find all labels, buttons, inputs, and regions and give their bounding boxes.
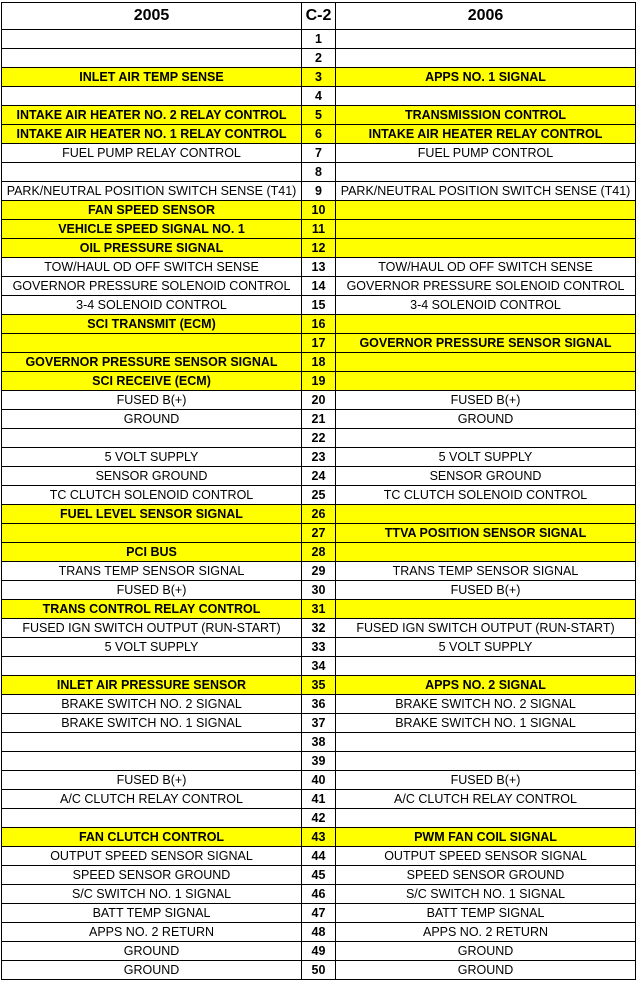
cell-pin-number: 28 (302, 543, 336, 562)
cell-2006: TRANS TEMP SENSOR SIGNAL (336, 562, 636, 581)
cell-2005: INTAKE AIR HEATER NO. 2 RELAY CONTROL (2, 106, 302, 125)
cell-pin-number: 40 (302, 771, 336, 790)
cell-2005 (2, 334, 302, 353)
cell-2005 (2, 163, 302, 182)
cell-2005: FUSED B(+) (2, 771, 302, 790)
cell-2006 (336, 657, 636, 676)
cell-2005: TRANS CONTROL RELAY CONTROL (2, 600, 302, 619)
cell-pin-number: 2 (302, 49, 336, 68)
cell-2005: APPS NO. 2 RETURN (2, 923, 302, 942)
table-row (2, 296, 636, 315)
connector-pinout-table (1, 2, 636, 980)
cell-2006: BATT TEMP SIGNAL (336, 904, 636, 923)
cell-2006: FUEL PUMP CONTROL (336, 144, 636, 163)
cell-2005: SENSOR GROUND (2, 467, 302, 486)
table-row (2, 277, 636, 296)
cell-pin-number: 35 (302, 676, 336, 695)
table-row (2, 809, 636, 828)
table-row (2, 961, 636, 980)
cell-pin-number: 50 (302, 961, 336, 980)
cell-2005: INTAKE AIR HEATER NO. 1 RELAY CONTROL (2, 125, 302, 144)
cell-pin-number: 21 (302, 410, 336, 429)
table-row (2, 372, 636, 391)
table-row (2, 220, 636, 239)
table-body (2, 30, 636, 980)
cell-2005: FUEL LEVEL SENSOR SIGNAL (2, 505, 302, 524)
table-row (2, 87, 636, 106)
cell-pin-number: 19 (302, 372, 336, 391)
cell-2006 (336, 87, 636, 106)
table-row (2, 182, 636, 201)
table-row (2, 258, 636, 277)
cell-2005: SCI TRANSMIT (ECM) (2, 315, 302, 334)
cell-pin-number: 18 (302, 353, 336, 372)
cell-2006: TRANSMISSION CONTROL (336, 106, 636, 125)
cell-2005 (2, 87, 302, 106)
header-row (2, 3, 636, 30)
cell-2006: TTVA POSITION SENSOR SIGNAL (336, 524, 636, 543)
cell-2006: PARK/NEUTRAL POSITION SWITCH SENSE (T41) (336, 182, 636, 201)
cell-2006: TC CLUTCH SOLENOID CONTROL (336, 486, 636, 505)
cell-pin-number: 39 (302, 752, 336, 771)
table-row (2, 467, 636, 486)
table-row (2, 695, 636, 714)
cell-pin-number: 49 (302, 942, 336, 961)
cell-pin-number: 45 (302, 866, 336, 885)
cell-2006: PWM FAN COIL SIGNAL (336, 828, 636, 847)
cell-2006: GROUND (336, 410, 636, 429)
cell-2005: FUEL PUMP RELAY CONTROL (2, 144, 302, 163)
cell-pin-number: 13 (302, 258, 336, 277)
table-row (2, 562, 636, 581)
cell-2006: FUSED B(+) (336, 771, 636, 790)
cell-2006: SENSOR GROUND (336, 467, 636, 486)
cell-2006 (336, 220, 636, 239)
cell-pin-number: 38 (302, 733, 336, 752)
cell-pin-number: 47 (302, 904, 336, 923)
table-row (2, 486, 636, 505)
cell-2006: TOW/HAUL OD OFF SWITCH SENSE (336, 258, 636, 277)
cell-2006: S/C SWITCH NO. 1 SIGNAL (336, 885, 636, 904)
cell-pin-number: 5 (302, 106, 336, 125)
cell-2006 (336, 201, 636, 220)
pinout-sheet (1, 2, 635, 980)
cell-2005: INLET AIR TEMP SENSE (2, 68, 302, 87)
cell-2005 (2, 733, 302, 752)
table-row (2, 866, 636, 885)
cell-pin-number: 32 (302, 619, 336, 638)
cell-2006: 5 VOLT SUPPLY (336, 448, 636, 467)
cell-pin-number: 25 (302, 486, 336, 505)
table-row (2, 201, 636, 220)
cell-pin-number: 7 (302, 144, 336, 163)
cell-2006 (336, 372, 636, 391)
table-row (2, 733, 636, 752)
cell-2005: GROUND (2, 410, 302, 429)
cell-2005: GROUND (2, 961, 302, 980)
cell-2005: TC CLUTCH SOLENOID CONTROL (2, 486, 302, 505)
cell-2006 (336, 353, 636, 372)
cell-2006: BRAKE SWITCH NO. 2 SIGNAL (336, 695, 636, 714)
cell-2005 (2, 657, 302, 676)
cell-pin-number: 4 (302, 87, 336, 106)
table-row (2, 847, 636, 866)
table-row (2, 410, 636, 429)
cell-2006: GROUND (336, 942, 636, 961)
cell-pin-number: 29 (302, 562, 336, 581)
cell-2005: FUSED B(+) (2, 391, 302, 410)
cell-2005: SCI RECEIVE (ECM) (2, 372, 302, 391)
table-row (2, 904, 636, 923)
cell-2005: S/C SWITCH NO. 1 SIGNAL (2, 885, 302, 904)
cell-2005: A/C CLUTCH RELAY CONTROL (2, 790, 302, 809)
table-row (2, 106, 636, 125)
cell-2006 (336, 600, 636, 619)
cell-2006 (336, 809, 636, 828)
cell-2006 (336, 505, 636, 524)
cell-2005: PARK/NEUTRAL POSITION SWITCH SENSE (T41) (2, 182, 302, 201)
cell-2005: TOW/HAUL OD OFF SWITCH SENSE (2, 258, 302, 277)
header-connector: C-2 (302, 3, 336, 30)
cell-2005 (2, 30, 302, 49)
table-row (2, 315, 636, 334)
cell-2005: INLET AIR PRESSURE SENSOR (2, 676, 302, 695)
cell-2005: BATT TEMP SIGNAL (2, 904, 302, 923)
table-row (2, 790, 636, 809)
cell-pin-number: 20 (302, 391, 336, 410)
cell-2005: BRAKE SWITCH NO. 2 SIGNAL (2, 695, 302, 714)
cell-pin-number: 6 (302, 125, 336, 144)
cell-pin-number: 31 (302, 600, 336, 619)
cell-2005: GROUND (2, 942, 302, 961)
cell-2005: GOVERNOR PRESSURE SENSOR SIGNAL (2, 353, 302, 372)
cell-2006: APPS NO. 1 SIGNAL (336, 68, 636, 87)
cell-2005 (2, 809, 302, 828)
cell-pin-number: 22 (302, 429, 336, 448)
cell-pin-number: 36 (302, 695, 336, 714)
cell-pin-number: 42 (302, 809, 336, 828)
table-row (2, 676, 636, 695)
cell-2006 (336, 49, 636, 68)
table-row (2, 353, 636, 372)
cell-2006 (336, 315, 636, 334)
cell-2005: 5 VOLT SUPPLY (2, 448, 302, 467)
table-row (2, 144, 636, 163)
cell-pin-number: 12 (302, 239, 336, 258)
cell-2005: FAN CLUTCH CONTROL (2, 828, 302, 847)
cell-pin-number: 11 (302, 220, 336, 239)
cell-2005 (2, 752, 302, 771)
cell-2006 (336, 239, 636, 258)
cell-2005: FUSED IGN SWITCH OUTPUT (RUN-START) (2, 619, 302, 638)
cell-2005: 3-4 SOLENOID CONTROL (2, 296, 302, 315)
cell-2006: FUSED IGN SWITCH OUTPUT (RUN-START) (336, 619, 636, 638)
table-row (2, 714, 636, 733)
cell-pin-number: 34 (302, 657, 336, 676)
cell-2006: APPS NO. 2 RETURN (336, 923, 636, 942)
cell-pin-number: 1 (302, 30, 336, 49)
cell-2005: BRAKE SWITCH NO. 1 SIGNAL (2, 714, 302, 733)
table-row (2, 68, 636, 87)
cell-pin-number: 46 (302, 885, 336, 904)
cell-2006: A/C CLUTCH RELAY CONTROL (336, 790, 636, 809)
cell-2006: 5 VOLT SUPPLY (336, 638, 636, 657)
table-row (2, 30, 636, 49)
table-row (2, 239, 636, 258)
table-row (2, 125, 636, 144)
table-row (2, 942, 636, 961)
header-2005: 2005 (2, 3, 302, 30)
cell-2006: GOVERNOR PRESSURE SOLENOID CONTROL (336, 277, 636, 296)
table-row (2, 600, 636, 619)
table-row (2, 619, 636, 638)
cell-pin-number: 14 (302, 277, 336, 296)
cell-2005: TRANS TEMP SENSOR SIGNAL (2, 562, 302, 581)
cell-2005: SPEED SENSOR GROUND (2, 866, 302, 885)
cell-2006: SPEED SENSOR GROUND (336, 866, 636, 885)
table-row (2, 543, 636, 562)
cell-pin-number: 43 (302, 828, 336, 847)
table-row (2, 49, 636, 68)
cell-2006 (336, 163, 636, 182)
cell-2006 (336, 429, 636, 448)
cell-2006: APPS NO. 2 SIGNAL (336, 676, 636, 695)
table-row (2, 771, 636, 790)
cell-2006: BRAKE SWITCH NO. 1 SIGNAL (336, 714, 636, 733)
cell-2005: GOVERNOR PRESSURE SOLENOID CONTROL (2, 277, 302, 296)
cell-2005 (2, 429, 302, 448)
cell-2005: FAN SPEED SENSOR (2, 201, 302, 220)
cell-pin-number: 3 (302, 68, 336, 87)
table-row (2, 524, 636, 543)
cell-2006: GROUND (336, 961, 636, 980)
table-row (2, 923, 636, 942)
table-row (2, 334, 636, 353)
cell-2006: FUSED B(+) (336, 391, 636, 410)
cell-2005: PCI BUS (2, 543, 302, 562)
cell-pin-number: 41 (302, 790, 336, 809)
table-row (2, 638, 636, 657)
cell-2005 (2, 49, 302, 68)
cell-2005 (2, 524, 302, 543)
cell-pin-number: 30 (302, 581, 336, 600)
table-row (2, 828, 636, 847)
cell-2006 (336, 543, 636, 562)
table-row (2, 752, 636, 771)
header-2006: 2006 (336, 3, 636, 30)
cell-2006: INTAKE AIR HEATER RELAY CONTROL (336, 125, 636, 144)
table-row (2, 163, 636, 182)
cell-2006 (336, 752, 636, 771)
table-row (2, 581, 636, 600)
cell-2006 (336, 30, 636, 49)
cell-pin-number: 10 (302, 201, 336, 220)
cell-pin-number: 17 (302, 334, 336, 353)
cell-2006: 3-4 SOLENOID CONTROL (336, 296, 636, 315)
cell-pin-number: 26 (302, 505, 336, 524)
cell-pin-number: 37 (302, 714, 336, 733)
cell-pin-number: 9 (302, 182, 336, 201)
cell-2006: GOVERNOR PRESSURE SENSOR SIGNAL (336, 334, 636, 353)
cell-pin-number: 15 (302, 296, 336, 315)
cell-2006: FUSED B(+) (336, 581, 636, 600)
cell-pin-number: 16 (302, 315, 336, 334)
table-row (2, 885, 636, 904)
cell-2005: VEHICLE SPEED SIGNAL NO. 1 (2, 220, 302, 239)
cell-2005: 5 VOLT SUPPLY (2, 638, 302, 657)
table-row (2, 448, 636, 467)
cell-pin-number: 8 (302, 163, 336, 182)
cell-pin-number: 33 (302, 638, 336, 657)
cell-2006 (336, 733, 636, 752)
table-row (2, 391, 636, 410)
cell-pin-number: 44 (302, 847, 336, 866)
table-row (2, 657, 636, 676)
cell-2005: FUSED B(+) (2, 581, 302, 600)
cell-2006: OUTPUT SPEED SENSOR SIGNAL (336, 847, 636, 866)
cell-pin-number: 48 (302, 923, 336, 942)
cell-2005: OUTPUT SPEED SENSOR SIGNAL (2, 847, 302, 866)
cell-pin-number: 24 (302, 467, 336, 486)
cell-2005: OIL PRESSURE SIGNAL (2, 239, 302, 258)
cell-pin-number: 23 (302, 448, 336, 467)
table-row (2, 429, 636, 448)
table-row (2, 505, 636, 524)
cell-pin-number: 27 (302, 524, 336, 543)
